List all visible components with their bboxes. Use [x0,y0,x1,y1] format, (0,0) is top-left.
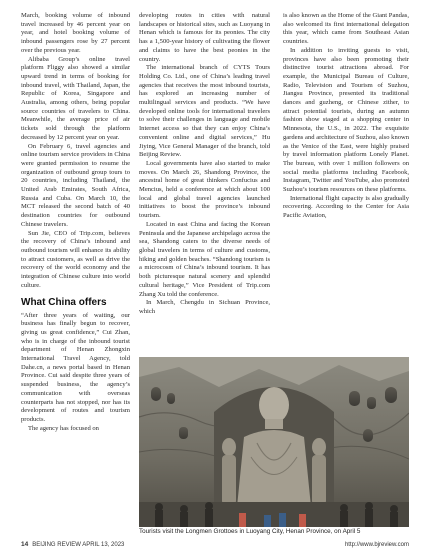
body-paragraph: The international branch of CYTS Tours Holding Co. Ltd., one of China’s leading travel agencies that receives the most inbound tourists, has explored an increasing number of multilingual services and products. “We have developed online tools for international travelers to solve their challenges in language and mobile Internet access so that they can enjoy China’s convenient online and digital services,” Hu Jiying, Vice General Manager of the branch, told Beijing Review. [139,64,270,159]
body-paragraph: “After three years of waiting, our business has finally begun to recover, giving us great confidence,” Cui Zhan, who is in charge of the inbound tourist department of Henan Zhongxin International Travel Agency, told Dahe.cn, a news portal based in Henan Province. Cui said despite three years of suspended business, the agency’s communication with overseas counterparts has not stopped, nor has its development of routes and tourism products. [21,311,130,423]
body-paragraph: In March, Chengdu in Sichuan Province, which [139,299,270,315]
body-paragraph: March, booking volume of inbound travel increased by 46 percent year on year, and hotel booking volume of inbound passengers rose by 27 percent over the previous year. [21,12,130,54]
body-paragraph: Local governments have also started to make moves. On March 26, Shandong Province, the ancestral home of great thinkers Confucius and Mencius, held a conference at which about 100 local and global travel agencies launched initiatives to boost the province’s inbound tourism. [139,159,270,220]
article-column-2 [139,12,270,317]
body-paragraph: On February 6, travel agencies and online tourism service providers in China were granted permission to resume the organization of outbound group tours to 20 countries, including Thailand, the United Arab Emirates, South Africa, Russia and Cuba. On March 10, the MCT released the second batch of 40 destination countries for outbound Chinese travelers. [21,142,130,228]
footer-left [21,541,124,549]
body-paragraph: The agency has focused on [28,424,99,432]
publication-info: BEIJING REVIEW APRIL 13, 2023 [32,542,125,548]
body-paragraph: International flight capacity is also gradually recovering. According to the Center for Asia Pacific Aviation, [283,194,409,220]
body-paragraph: Alibaba Group’s online travel platform Fliggy also showed a similar upward trend in terms of booking for inbound travel, with Thailand, Japan, the Republic of Korea, Singapore and Australia, among others, being popular source countries of travelers to China. Meanwhile, the average price of air tickets sold through the platform decreased by 12 percent year on year. [21,55,130,141]
body-paragraph: developing routes in cities with natural landscapes or historical sites, such as Luoyang in Henan which is famous for its peonies. The city has a 1,500-year history of cultivating the flower and claims to have the best peonies in the country. [139,12,270,63]
article-column-1 [21,12,130,433]
photo-caption: Tourists visit the Longmen Grottoes in Luoyang City, Henan Province, on April 5 [139,528,361,535]
website-url: http://www.bjreview.com [344,542,409,548]
longmen-grottoes-photo [139,357,409,527]
article-column-3 [283,12,409,221]
body-paragraph: Sun Jie, CEO of Trip.com, believes the recovery of China’s inbound and outbound tourism will enhance its ability to attract customers, as well as drive the recovery of the world economy and the integration of Chinese culture into world culture. [21,229,130,289]
section-subheading: What China offers [21,296,107,308]
body-paragraph: Located in east China and facing the Korean Peninsula and the Japanese archipelago across the sea, Shandong caters to the diverse needs of global travelers in terms of culture and customs, hiking and golden beaches. “Shandong tourism is a microcosm of China’s inbound tourism. It has both picturesque natural scenery and splendid cultural heritage,” Vice President of Trip.com Zhang Xu told the conference. [139,220,270,298]
body-paragraph: is also known as the Home of the Giant Pandas, also welcomed its first international delegation this year, which came from Southeast Asian countries. [283,12,409,46]
body-paragraph: In addition to inviting guests to visit, provinces have also been promoting their distinctive tourist attractions abroad. For example, the Municipal Bureau of Culture, Radio, Television and Tourism of Suzhou, Jiangsu Province, presented its traditional dances and guzheng, or Chinese zither, to attract potential tourists, during an autumn fashion show staged at a shopping center in Minnesota, the U.S., in 2022. The exquisite gardens and architecture of Suzhou, also known as the Venice of the East, were highly praised by travel information platform Lonely Planet. The bureau, with over 1 million followers on social media platforms including Facebook, Instagram, Twitter and YouTube, also promoted Suzhou’s tourism resources on these platforms. [283,46,409,194]
page-number: 14 [21,541,29,548]
